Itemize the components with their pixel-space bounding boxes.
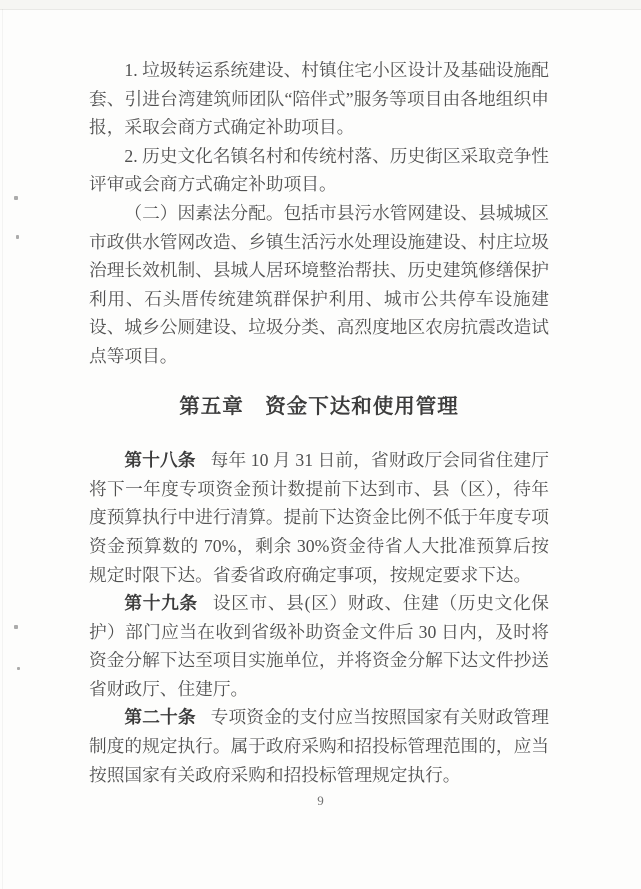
- article-20-text: 专项资金的支付应当按照国家有关财政管理制度的规定执行。属于政府采购和招投标管理范围的，应当按照国家有关政府采购和招投标管理规定执行。: [89, 707, 549, 785]
- article-19-number: 第十九条: [124, 593, 198, 614]
- document-body: [89, 56, 549, 789]
- scan-speck: [14, 625, 18, 629]
- article-18-paragraph: [89, 446, 549, 589]
- article-20-paragraph: [89, 703, 549, 789]
- page-number: 9: [317, 793, 324, 808]
- article-18-number: 第十八条: [124, 450, 196, 471]
- article-19-paragraph: [89, 589, 549, 703]
- paragraph-list-item-1: 1. 垃圾转运系统建设、村镇住宅小区设计及基础设施配套、引进台湾建筑师团队“陪伴式”服务等项目由各地组织申报，采取会商方式确定补助项目。: [89, 60, 549, 138]
- scan-speck: [17, 667, 20, 670]
- paragraph-list-item-2: 2. 历史文化名镇名村和传统村落、历史街区采取竞争性评审或会商方式确定补助项目。: [89, 145, 549, 195]
- article-20-number: 第二十条: [124, 707, 196, 728]
- article-18-text: 每年 10 月 31 日前，省财政厅会同省住建厅将下一年度专项资金预计数提前下达到市、县（区），待年度预算执行中进行清算。提前下达资金比例不低于年度专项资金预算数的 70%，剩余 30%资金待省人大批准预算后按规定时限下达。省委省政府确定事项，按规定要求下达。: [89, 450, 549, 585]
- scan-speck: [14, 196, 18, 200]
- article-19-text: 设区市、县(区）财政、住建（历史文化保护）部门应当在收到省级补助资金文件后 30 日内，及时将资金分解下达至项目实施单位，并将资金分解下达文件抄送省财政厅、住建厅。: [89, 593, 549, 699]
- paragraph-factor-allocation: （二）因素法分配。包括市县污水管网建设、县城城区市政供水管网改造、乡镇生活污水处理设施建设、村庄垃圾治理长效机制、县城人居环境整治帮扶、历史建筑修缮保护利用、石头厝传统建筑群保护利用、城市公共停车设施建设、城乡公厕建设、垃圾分类、高烈度地区农房抗震改造试点等项目。: [89, 202, 549, 366]
- scan-speck: [16, 235, 19, 239]
- chapter-heading: 第五章 资金下达和使用管理: [179, 395, 459, 418]
